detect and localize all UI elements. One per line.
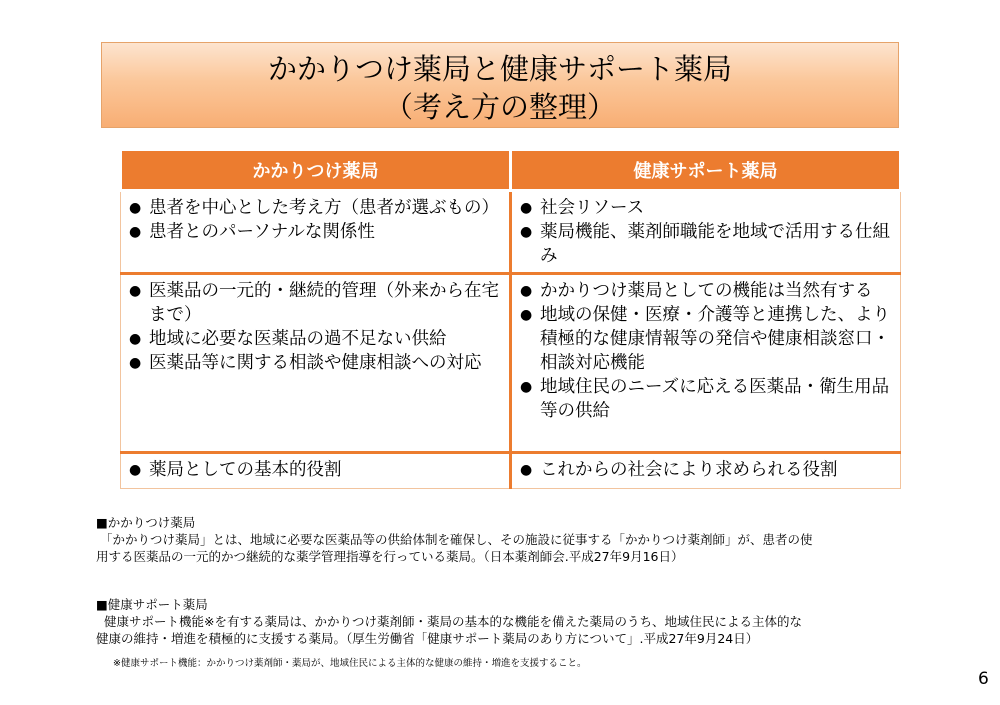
note-heading: ■かかりつけ薬局 — [96, 515, 196, 530]
page-subtitle: （考え方の整理） — [383, 90, 616, 124]
table-row — [121, 274, 901, 453]
note-kakaritsuke — [96, 514, 813, 565]
list-item: ● これからの社会により求められる役割 — [520, 458, 894, 482]
footnote: ※健康サポート機能：かかりつけ薬剤師・薬局が、地域住民による主体的な健康の維持・増進を支援すること。 — [113, 658, 587, 669]
cell-left — [121, 453, 511, 489]
list-item: ● 地域に必要な医薬品の過不足ない供給 — [129, 327, 503, 351]
note-text: 「かかりつけ薬局」とは、地域に必要な医薬品等の供給体制を確保し、その施設に従事する「かかりつけ薬剤師」が、患者の使 — [100, 532, 813, 547]
comparison-table — [119, 151, 902, 489]
list-item: ● 地域住民のニーズに応える医薬品・衛生用品等の供給 — [520, 375, 894, 423]
list-item: ● 薬局機能、薬剤師職能を地域で活用する仕組み — [520, 220, 894, 268]
note-text: 健康サポート機能※を有する薬局は、かかりつけ薬剤師・薬局の基本的な機能を備えた薬局のうち、地域住民による主体的な — [104, 614, 802, 629]
list-item: ● 患者を中心とした考え方（患者が選ぶもの） — [129, 196, 503, 220]
list-item: ● 地域の保健・医療・介護等と連携した、より積極的な健康情報等の発信や健康相談窓口・相談対応機能 — [520, 303, 894, 375]
list-item: ● 医薬品の一元的・継続的管理（外来から在宅まで） — [129, 279, 503, 327]
title-box — [101, 42, 899, 128]
note-text: 用する医薬品の一元的かつ継続的な薬学管理指導を行っている薬局。（日本薬剤師会.平成27年9月16日） — [96, 549, 684, 564]
cell-left — [121, 274, 511, 453]
list-item: ● 薬局としての基本的役割 — [129, 458, 503, 482]
note-heading: ■健康サポート薬局 — [96, 597, 208, 612]
cell-right — [511, 274, 901, 453]
note-text: 健康の維持・増進を積極的に支援する薬局。（厚生労働省「健康サポート薬局のあり方について」.平成27年9月24日） — [96, 631, 759, 646]
list-item: ● かかりつけ薬局としての機能は当然有する — [520, 279, 894, 303]
header-kakaritsuke: かかりつけ薬局 — [121, 151, 511, 191]
list-item: ● 患者とのパーソナルな関係性 — [129, 220, 503, 244]
page-number: 6 — [978, 669, 989, 689]
table-row — [121, 453, 901, 489]
header-kenko-support: 健康サポート薬局 — [511, 151, 901, 191]
page-title: かかりつけ薬局と健康サポート薬局 — [267, 52, 732, 86]
cell-left — [121, 191, 511, 274]
cell-right — [511, 453, 901, 489]
list-item: ● 社会リソース — [520, 196, 894, 220]
list-item: ● 医薬品等に関する相談や健康相談への対応 — [129, 351, 503, 375]
note-kenko-support — [96, 596, 802, 647]
table-row — [121, 191, 901, 274]
cell-right — [511, 191, 901, 274]
